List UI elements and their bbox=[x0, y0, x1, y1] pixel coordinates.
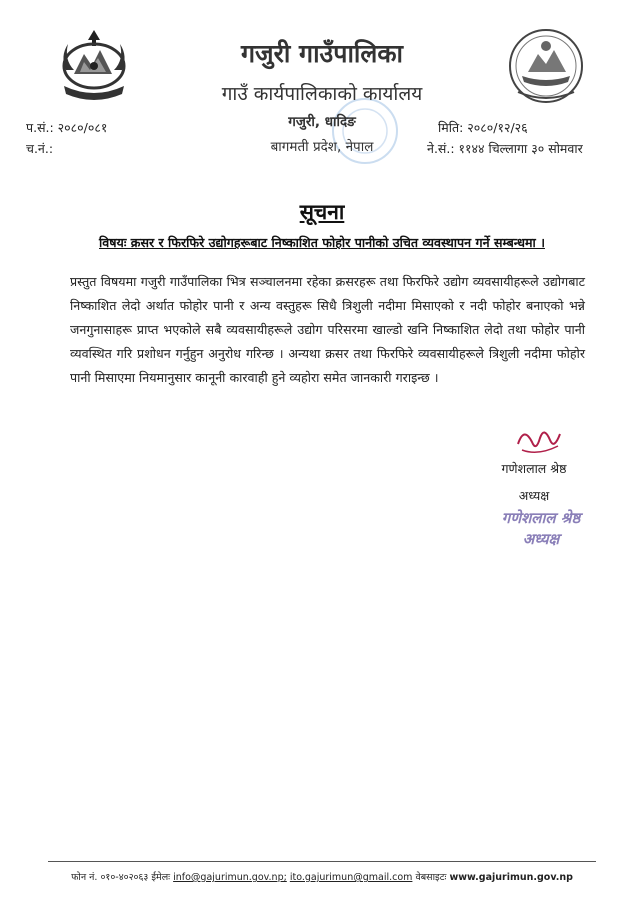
stamp-designation: अध्यक्ष bbox=[522, 530, 560, 548]
address-line-1: गजुरी, धादिङ bbox=[288, 114, 356, 130]
email-link-info[interactable]: info@gajurimun.gov.np; bbox=[173, 872, 287, 883]
signatory-name: गणेशलाल श्रेष्ठ bbox=[501, 461, 567, 476]
notice-heading: सूचना bbox=[299, 200, 345, 224]
notice-body: प्रस्तुत विषयमा गजुरी गाउँपालिका भित्र सञ्चालनमा रहेका क्रसरहरू तथा फिरफिरे उद्योग व्यवसायीहरूले उद्योगबाट निष्काशित लेदो अर्थात फोहोर पानी र अन्य वस्तुहरू सिधै त्रिशुली नदीमा मिसाएको र नदी फोहोर बनाएको भन्ने जनगुनासाहरू प्राप्त भएकोले सबै व्यवसायीहरूले उद्योग परिसरमा खाल्डो खनि निष्काशित लेदो तथा फोहोर पानी व्यवस्थित गरि प्रशोधन गर्नुहुन अनुरोध गरिन्छ । अन्यथा क्रसर तथा फिरफिरे व्यवसायीहरूले त्रिशुली नदीमा फोहोर पानी मिसाएमा नियमानुसार कानूनी कारवाही हुने व्यहोरा समेत जानकारी गराइन्छ । bbox=[70, 274, 585, 385]
footer-contact bbox=[0, 870, 644, 883]
footer-divider bbox=[48, 861, 596, 862]
signature-icon bbox=[510, 420, 570, 460]
office-seal-icon bbox=[330, 96, 400, 166]
signatory-designation: अध्यक्ष bbox=[518, 488, 550, 503]
office-title: गजुरी गाउँपालिका bbox=[240, 39, 404, 68]
date: मिति: २०८०/१२/२६ bbox=[438, 120, 528, 135]
notice-subject: विषयः क्रसर र फिरफिरे उद्योगहरूबाट निष्काशित फोहोर पानीको उचित व्यवस्थापन गर्ने सम्बन्धमा । bbox=[99, 235, 545, 250]
office-subtitle: गाउँ कार्यपालिकाको कार्यालय bbox=[221, 83, 423, 105]
footer-website-label: वेबसाइटः bbox=[415, 872, 447, 883]
footer-phone: फोन नं. ०१०-४०२०६३ ईमेलः bbox=[71, 872, 171, 883]
stamp-name: गणेशलाल श्रेष्ठ bbox=[501, 509, 581, 527]
reference-number: प.सं.: २०८०/०८१ bbox=[26, 120, 108, 135]
address-line-2: बागमती प्रदेश, नेपाल bbox=[270, 139, 374, 155]
nepal-sambat-date: ने.सं.: ११४४ चिल्लागा ३० सोमवार bbox=[427, 141, 583, 156]
name-stamp bbox=[466, 508, 616, 550]
dispatch-number: च.नं.: bbox=[26, 141, 54, 156]
email-link-ito[interactable]: ito.gajurimun@gmail.com bbox=[289, 872, 413, 883]
website-link[interactable]: www.gajurimun.gov.np bbox=[449, 872, 573, 883]
